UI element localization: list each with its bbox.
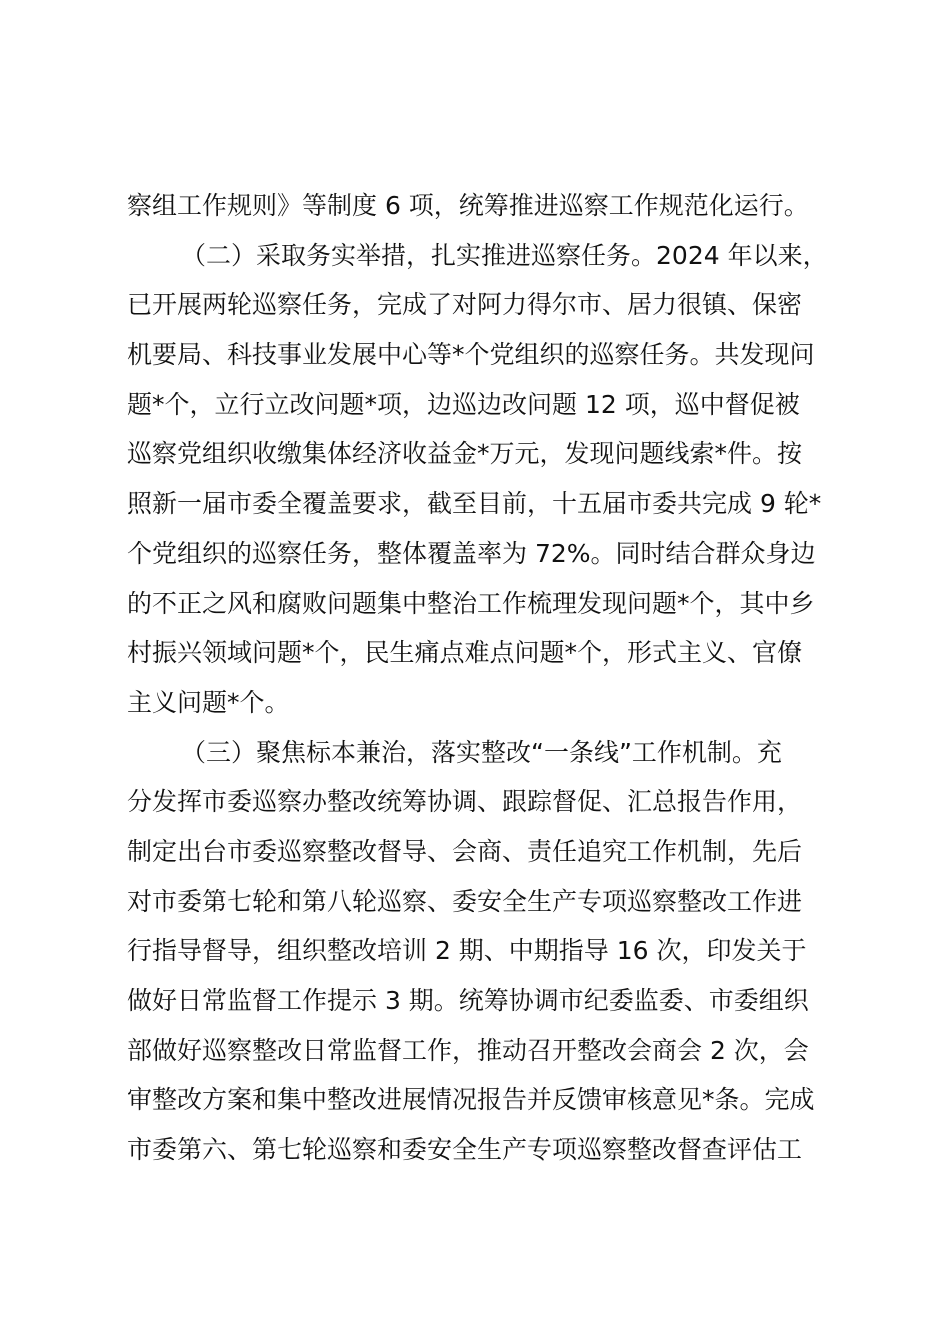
text-line: 制定出台市委巡察整改督导、会商、责任追究工作机制，先后 bbox=[127, 836, 803, 866]
text-line: 做好日常监督工作提示 3 期。统筹协调市纪委监委、市委组织 bbox=[127, 986, 809, 1015]
text-line: 照新一届市委全覆盖要求，截至目前，十五届市委共完成 9 轮* bbox=[127, 489, 822, 519]
text-line: 已开展两轮巡察任务，完成了对阿力得尔市、居力很镇、保密 bbox=[127, 290, 803, 320]
text-line: 对市委第七轮和第八轮巡察、委安全生产专项巡察整改工作进 bbox=[127, 886, 803, 916]
text-line: 机要局、科技事业发展中心等*个党组织的巡察任务。共发现问 bbox=[127, 340, 815, 370]
text-line: 察组工作规则》等制度 6 项，统筹推进巡察工作规范化运行。 bbox=[127, 191, 809, 220]
text-line: 审整改方案和集中整改进展情况报告并反馈审核意见*条。完成 bbox=[127, 1085, 815, 1115]
text-line: 行指导督导，组织整改培训 2 期、中期指导 16 次，印发关于 bbox=[127, 936, 807, 966]
text-line: （二）采取务实举措，扎实推进巡察任务。2024 年以来， bbox=[181, 240, 828, 270]
text-line: 市委第六、第七轮巡察和委安全生产专项巡察整改督查评估工 bbox=[127, 1135, 803, 1165]
text-line: 主义问题*个。 bbox=[127, 687, 290, 717]
text-line: 分发挥市委巡察办整改统筹协调、跟踪督促、汇总报告作用， bbox=[127, 787, 803, 817]
text-line: 巡察党组织收缴集体经济收益金*万元，发现问题线索*件。按 bbox=[127, 439, 803, 469]
text-line: （三）聚焦标本兼治，落实整改“一条线”工作机制。充 bbox=[181, 737, 782, 767]
text-line: 部做好巡察整改日常监督工作，推动召开整改会商会 2 次，会 bbox=[127, 1035, 809, 1065]
document-body bbox=[127, 181, 837, 1175]
text-line: 个党组织的巡察任务，整体覆盖率为 72%。同时结合群众身边 bbox=[127, 538, 816, 568]
text-line: 村振兴领域问题*个，民生痛点难点问题*个，形式主义、官僚 bbox=[127, 638, 803, 668]
text-line: 题*个，立行立改问题*项，边巡边改问题 12 项，巡中督促被 bbox=[127, 389, 800, 419]
text-line: 的不正之风和腐败问题集中整治工作梳理发现问题*个，其中乡 bbox=[127, 588, 815, 618]
